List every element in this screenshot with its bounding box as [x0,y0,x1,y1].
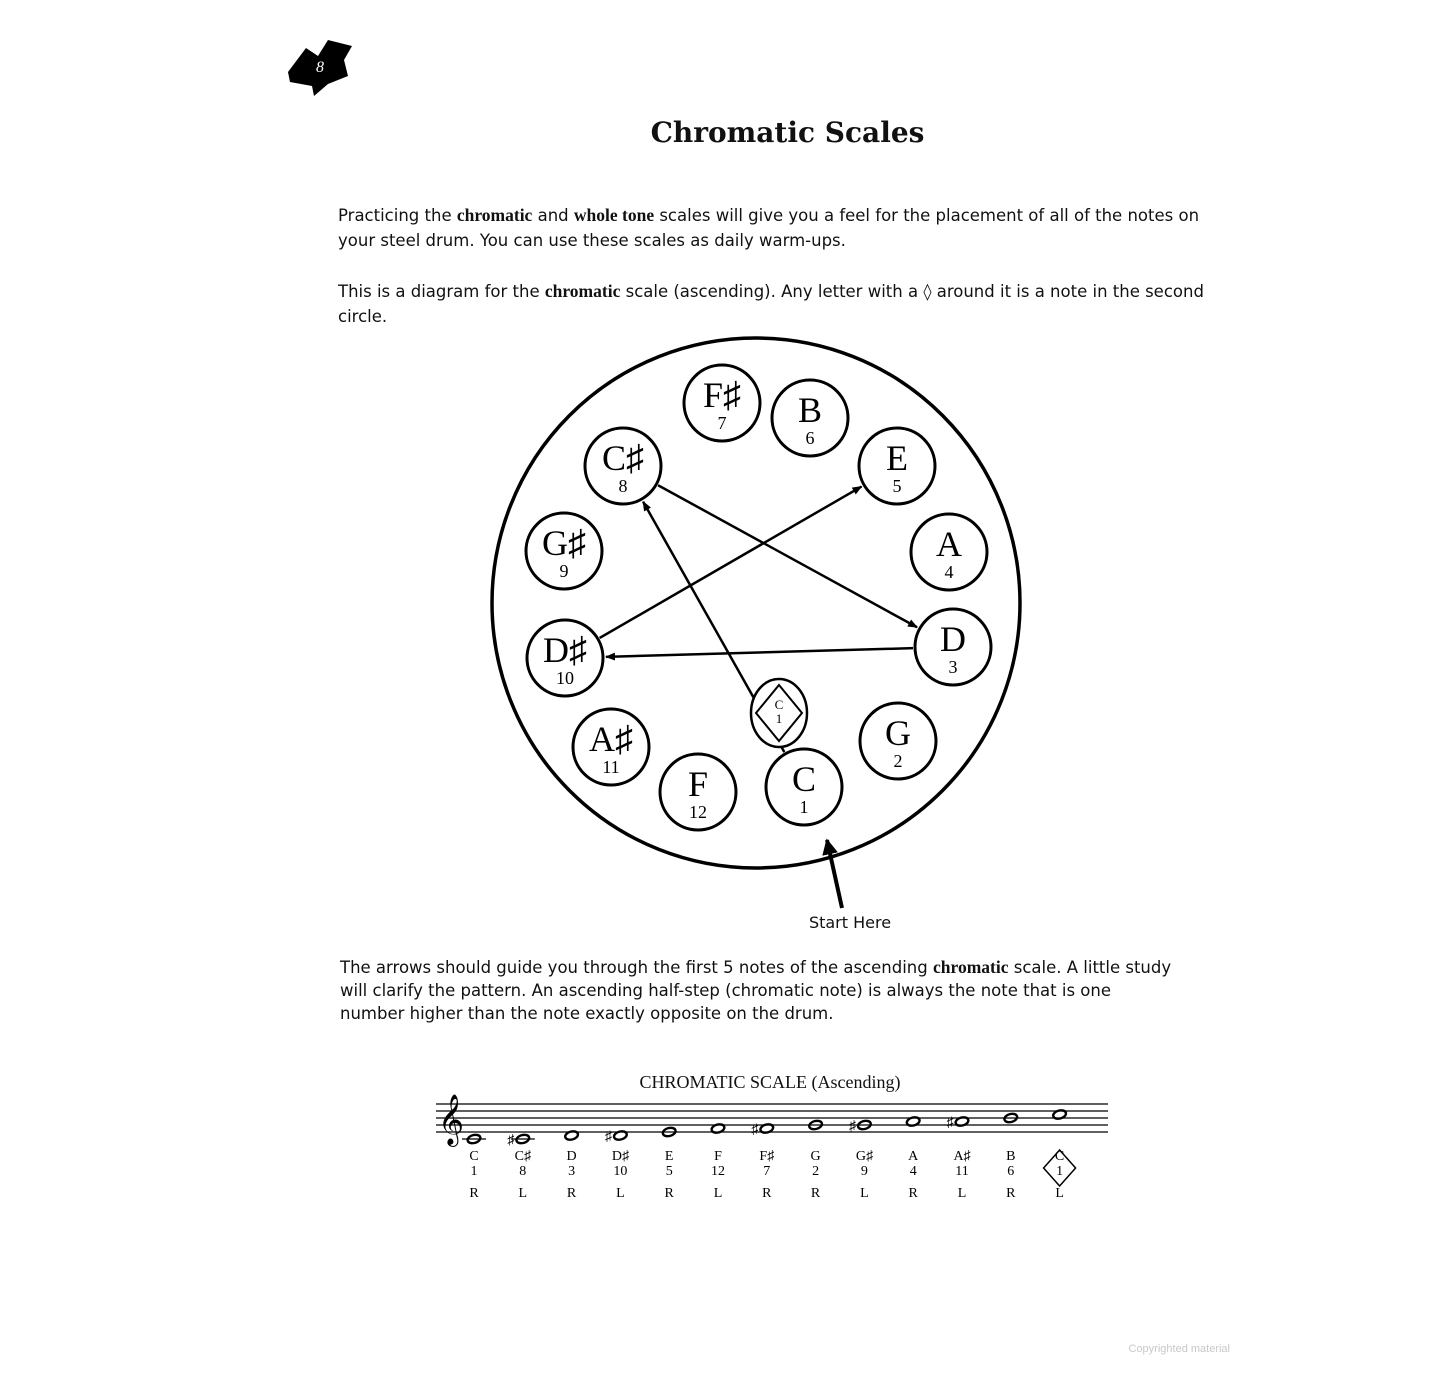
staff-note-9 [849,1119,874,1201]
staff-note-number: 8 [519,1164,527,1179]
note-pad-number: 9 [559,561,569,581]
treble-clef-icon: 𝄞 [438,1095,465,1144]
staff-note-name: E [664,1149,674,1164]
staff-note-hand: L [616,1186,625,1201]
paragraph-run: This is a diagram for the [338,282,545,301]
staff-title: CHROMATIC SCALE (Ascending) [639,1072,901,1092]
note-pad-name: E [886,438,908,478]
note-pad-name: G♯ [542,523,586,563]
staff-note-5 [662,1126,677,1201]
note-pad-3 [915,609,991,685]
staff-note-number: 9 [860,1164,868,1179]
staff-note-hand: R [469,1186,479,1201]
staff-note-2 [507,1133,535,1201]
staff-note-hand: R [1006,1186,1016,1201]
note-pad-number: 8 [618,476,628,496]
staff-note-number: 7 [763,1164,771,1179]
staff-note-6 [711,1123,726,1201]
staff-note-hand: L [957,1186,967,1201]
note-pad-name: A♯ [589,719,633,759]
staff-note-3 [564,1130,579,1201]
note-pad-name: C♯ [601,438,645,478]
page-title: Chromatic Scales [650,116,925,149]
staff-note-name: G [810,1149,821,1164]
sharp-icon: ♯ [507,1133,515,1148]
paragraph-run: The arrows should guide you through the first 5 notes of the ascending [340,958,933,977]
note-pad-number: 12 [689,802,707,822]
staff-note-name: F♯ [759,1149,775,1164]
staff-note-name: G♯ [855,1149,873,1164]
staff-notes [462,1109,1076,1201]
note-pad-name: F♯ [702,375,742,415]
staff-note-7 [751,1123,775,1202]
note-pad-11 [573,709,649,785]
note-pad-name: F [687,764,709,804]
page-number: 8 [316,59,324,76]
path-arrow-4 [600,487,862,638]
staff-note-10 [906,1116,921,1201]
paragraph-run: and [532,206,574,225]
staff-note-name: C [469,1149,479,1164]
note-pad-12 [660,754,736,830]
note-pad-7 [684,365,760,441]
explanation-paragraph [340,956,1180,1025]
page-number-badge [284,36,356,98]
intro-paragraph-2 [338,279,1208,329]
staff-note-hand: R [566,1186,577,1201]
chromatic-scale-staff [430,1090,1120,1210]
staff-note-1 [462,1133,486,1201]
staff-note-number: 3 [568,1164,576,1179]
sharp-icon: ♯ [946,1115,954,1131]
note-pad-name: D♯ [543,630,587,670]
staff-note-hand: R [664,1186,674,1201]
start-here-label: Start Here [808,913,892,932]
note-pad-6 [772,380,848,456]
note-pad-number: 11 [602,757,620,777]
note-pad-name: B [797,390,823,430]
inner-note-c [751,679,807,747]
paragraph-run: Practicing the [338,206,457,225]
intro-paragraph-1 [338,203,1208,253]
staff-note-name: A♯ [953,1149,971,1164]
sharp-icon: ♯ [848,1119,856,1134]
note-pad-name: A [936,524,962,564]
path-arrow-2 [658,485,917,627]
staff-note-number: 2 [812,1164,820,1179]
note-pad-number: 10 [556,668,574,688]
staff-note-hand: R [762,1186,772,1201]
path-arrow-3 [606,648,913,657]
note-pad-name: G [885,713,911,753]
start-arrow [827,840,842,908]
paragraph-run: scale. A little study will clarify the pattern. An ascending half-step (chromatic note) is always the note that is one number higher than the note exactly opposite on the drum. [340,958,1172,1023]
staff-note-number: 1 [470,1164,478,1179]
note-pad-8 [585,428,661,504]
note-pad-number: 2 [893,751,903,771]
staff-note-hand: R [810,1186,821,1201]
paragraph-run: chromatic [933,957,1009,977]
staff-note-hand: R [908,1186,918,1201]
note-pad-9 [526,513,602,589]
staff-note-number: 12 [711,1164,725,1179]
staff-note-12 [1003,1112,1018,1201]
staff-note-number: 5 [665,1164,673,1179]
staff-note-hand: L [713,1186,723,1201]
staff-note-name: B [1006,1149,1016,1164]
staff-note-number: 1 [1056,1164,1064,1179]
note-pad-number: 4 [944,562,954,582]
staff-note-number: 10 [613,1164,628,1179]
note-pad-number: 7 [717,413,727,433]
paragraph-run: scales will give you a feel for the placement of all of the notes on your steel drum. You can use these scales as daily warm-ups. [338,206,1200,250]
staff-note-name: F [714,1149,722,1164]
staff-note-number: 4 [909,1164,917,1179]
note-pad-5 [859,428,935,504]
staff-note-4 [605,1130,630,1202]
staff-note-name: C [1054,1149,1065,1164]
note-pad-number: 6 [805,428,815,448]
paragraph-run: chromatic [544,281,621,301]
note-pad-2 [860,703,936,779]
note-pad-1 [766,749,842,825]
note-pad-name: D [940,619,966,659]
sharp-icon: ♯ [604,1129,612,1145]
staff-note-13 [1044,1109,1076,1201]
staff-note-hand: L [1055,1186,1064,1201]
staff-note-hand: L [860,1186,869,1201]
staff-note-name: D [566,1149,577,1164]
staff-note-name: C♯ [514,1149,531,1164]
staff-note-11 [947,1116,972,1202]
sharp-icon: ♯ [751,1122,759,1138]
staff-note-name: A [908,1149,919,1164]
staff-note-number: 6 [1007,1164,1015,1179]
note-pad-number: 1 [799,797,809,817]
paragraph-run: chromatic [456,205,533,225]
staff-note-hand: L [518,1186,528,1201]
steel-drum-diagram [480,330,1040,950]
note-pad-10 [527,620,603,696]
copyright-notice: Copyrighted material [1128,1343,1230,1355]
staff-note-number: 11 [955,1164,969,1179]
note-pad-4 [911,514,987,590]
staff-note-name: D♯ [611,1149,629,1164]
paragraph-run: whole tone [573,205,655,225]
note-pad-number: 5 [892,476,902,496]
inner-note-number: 1 [775,711,783,726]
paragraph-run: scale (ascending). Any letter with a ◊ around it is a note in the second circle. [338,282,1204,326]
inner-note-name: C [774,697,784,712]
note-pad-number: 3 [948,657,958,677]
note-pad-name: C [791,759,817,799]
outer-notes [526,365,991,830]
